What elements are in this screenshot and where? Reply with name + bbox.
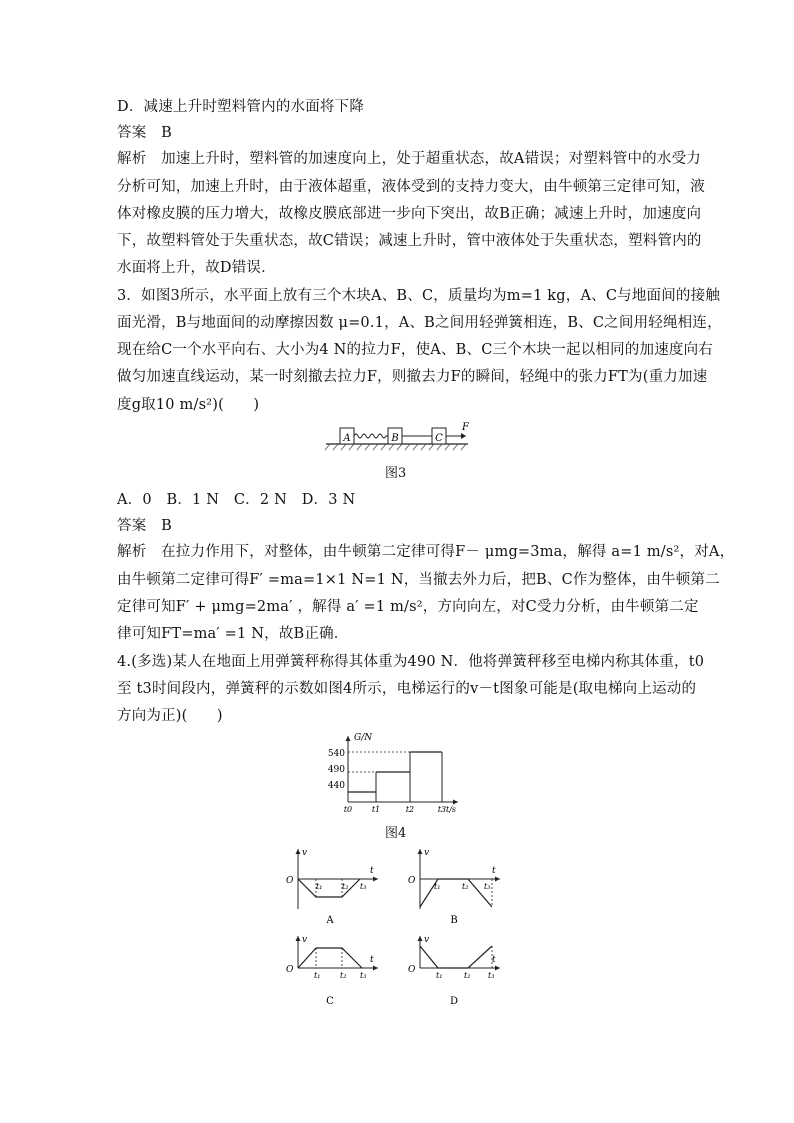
text-line: 方向为正)( ) (117, 708, 223, 724)
text-line: 下，故塑料管处于失重状态，故C错误；减速上升时，管中液体处于失重状态，塑料管内的 (117, 233, 702, 249)
svg-text:O: O (286, 876, 294, 886)
svg-text:O: O (408, 876, 416, 886)
svg-text:t₃: t₃ (488, 971, 495, 980)
svg-text:t₃: t₃ (360, 971, 367, 980)
svg-text:t: t (492, 866, 496, 876)
svg-text:O: O (408, 965, 416, 975)
svg-text:t₁: t₁ (434, 882, 441, 891)
text-line: 体对橡皮膜的压力增大，故橡皮膜底部进一步向下突出，故B正确；减速上升时，加速度向 (117, 206, 702, 222)
svg-text:t₂: t₂ (342, 882, 349, 891)
text-line: 水面将上升，故D错误． (117, 260, 276, 276)
figure-4-caption: 图4 (385, 826, 407, 841)
svg-text:t₃: t₃ (360, 882, 367, 891)
x-tick-t2: t2 (405, 805, 415, 814)
text-line: 由牛顿第二定律可得F′ =ma=1×1 N=1 N，当撤去外力后，把B、C作为整体，由牛顿第二 (117, 572, 720, 588)
figure-4-chart (318, 730, 468, 818)
svg-text:v: v (424, 935, 430, 945)
option-c-label: C (326, 996, 334, 1007)
x-tick-t1: t1 (371, 805, 381, 814)
svg-text:v: v (302, 848, 308, 858)
text-line: D．减速上升时塑料管内的水面将下降 (117, 99, 365, 115)
option-c-graph (282, 932, 382, 1014)
svg-text:t₂: t₂ (340, 971, 347, 980)
text-line: 定律可知F′ + μmg=2ma′ ，解得 a′ =1 m/s²，方向向左，对C受力分析，由牛顿第二定 (117, 599, 699, 615)
x-axis-label: t/s (446, 805, 457, 814)
svg-text:v: v (424, 848, 430, 858)
options-line: A．0 B．1 N C．2 N D．3 N (117, 492, 356, 508)
force-label: F (462, 422, 469, 433)
y-tick-440: 440 (327, 781, 345, 791)
option-b-label: B (450, 915, 458, 926)
block-c-label: C (435, 433, 443, 444)
step-series (348, 752, 442, 802)
svg-text:t₃: t₃ (484, 882, 491, 891)
block-b-label: B (391, 433, 399, 444)
text-line: 分析可知，加速上升时，由于液体超重，液体受到的支持力变大，由牛顿第三定律可知，液 (117, 179, 705, 195)
option-d-graph (404, 932, 504, 1014)
figure-3-blocks (322, 420, 472, 456)
text-line: 至 t3时间段内，弹簧秤的示数如图4所示，电梯运行的v－t图象可能是(取电梯向上运动的 (117, 681, 697, 697)
option-a-label: A (326, 915, 334, 926)
text-line: 答案 B (117, 518, 172, 534)
question-3-line: 3．如图3所示，水平面上放有三个木块A、B、C，质量均为m=1 kg，A、C与地面间的接触 (117, 288, 721, 304)
svg-text:t₁: t₁ (314, 971, 321, 980)
x-tick-t3: t3 (437, 805, 447, 814)
y-tick-540: 540 (327, 749, 345, 759)
svg-text:t₁: t₁ (316, 882, 323, 891)
figure-3-caption: 图3 (385, 466, 407, 481)
text-line: 面光滑，B与地面间的动摩擦因数 μ=0.1，A、B之间用轻弹簧相连，B、C之间用轻绳相连， (117, 315, 722, 331)
svg-text:O: O (286, 965, 294, 975)
text-line: 现在给C一个水平向右、大小为4 N的拉力F，使A、B、C三个木块一起以相同的加速度向右 (117, 342, 713, 358)
question-4-line: 4.(多选)某人在地面上用弹簧秤称得其体重为490 N．他将弹簧秤移至电梯内称其体重，t0 (117, 654, 705, 670)
svg-text:t₂: t₂ (464, 971, 471, 980)
spring (354, 434, 390, 438)
text-line: 答案 B (117, 125, 172, 141)
y-tick-490: 490 (327, 765, 345, 775)
x-tick-t0: t0 (343, 805, 353, 814)
option-a-graph (282, 845, 382, 927)
svg-text:t₂: t₂ (462, 882, 469, 891)
svg-text:v: v (302, 935, 308, 945)
text-line: 做匀加速直线运动，某一时刻撤去拉力F，则撤去力F的瞬间，轻绳中的张力FT为(重力加速 (117, 369, 708, 385)
block-a-label: A (343, 433, 351, 444)
text-line: 度g取10 m/s²)( ) (117, 397, 260, 413)
text-line: 解析 加速上升时，塑料管的加速度向上，处于超重状态，故A错误；对塑料管中的水受力 (117, 151, 701, 167)
svg-text:t₁: t₁ (436, 971, 443, 980)
option-b-graph (404, 845, 504, 927)
text-line: 解析 在拉力作用下，对整体，由牛顿第二定律可得F－ μmg=3ma，解得 a=1 m/s²，对A， (117, 544, 735, 560)
svg-text:t: t (370, 866, 374, 876)
svg-text:t: t (370, 955, 374, 965)
y-axis-label: G/N (354, 733, 373, 743)
option-d-label: D (449, 996, 459, 1007)
svg-text:t: t (492, 955, 496, 965)
text-line: 律可知FT=ma′ =1 N，故B正确． (117, 626, 349, 642)
